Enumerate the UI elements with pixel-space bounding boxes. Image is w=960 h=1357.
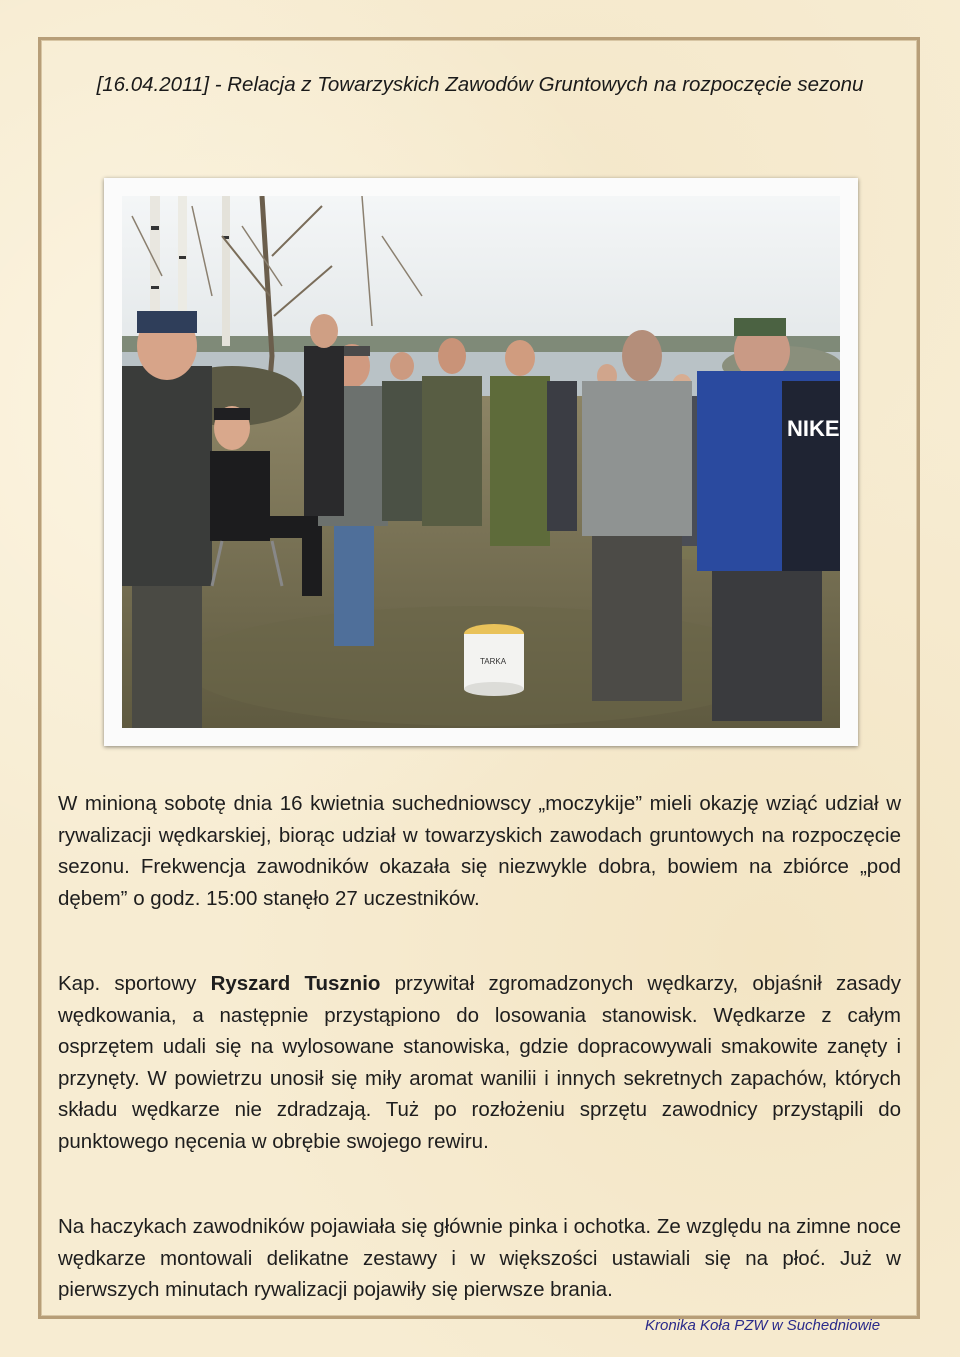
- captain-name: Ryszard Tusznio: [210, 972, 381, 995]
- person-back: [582, 330, 692, 701]
- paragraph-2-rest: przywitał zgromadzonych wędkarzy, objaśnił zasady wędkowania, a następnie przystąpiono do losowania stanowisk. Wędkarze z całym osprzętem udali się na wylosowane stanowiska, gdzie dopracowywali smakowite zanęty i przynęty. W powietrzu unosił się miły aromat wanilii i innych sekretnych zapachów, których składu wędkarze nie zdradzają. Tuż po rozłożeniu sprzętu zawodnicy przystąpili do punktowego nęcenia w obrębie swojego rewiru.: [58, 972, 901, 1153]
- photo-frame: [104, 178, 858, 746]
- paragraph-2-intro: Kap. sportowy: [58, 972, 211, 995]
- footer-chronicle: Kronika Koła PZW w Suchedniowie: [645, 1317, 881, 1334]
- person-nike: [697, 318, 840, 721]
- bucket-label: TARKA: [480, 657, 507, 666]
- person-left: [122, 311, 212, 728]
- paragraph-2: [58, 968, 901, 1157]
- paragraph-1: W minioną sobotę dnia 16 kwietnia suchedniowscy „moczykije” mieli okazję wziąć udział w rywalizacji wędkarskiej, biorąc udział w towarzyskich zawodach gruntowych na rozpoczęcie sezonu. Frekwencja zawodników okazała się niezwykle dobra, bowiem na zbiórce „pod dębem” o godz. 15:00 stanęło 27 uczestników.: [58, 792, 901, 910]
- article-title: [16.04.2011] - Relacja z Towarzyskich Zawodów Gruntowych na rozpoczęcie sezonu: [96, 73, 864, 96]
- paragraph-3: Na haczykach zawodników pojawiała się głównie pinka i ochotka. Ze względu na zimne noce wędkarze montowali delikatne zestawy i w większości ustawiali się na płoć. Już w pierwszych minutach rywalizacji pojawiły się pierwsze brania.: [58, 1215, 901, 1301]
- jacket-logo: NIKE: [787, 416, 840, 441]
- bait-bucket: [464, 624, 524, 696]
- event-photo: [122, 196, 840, 728]
